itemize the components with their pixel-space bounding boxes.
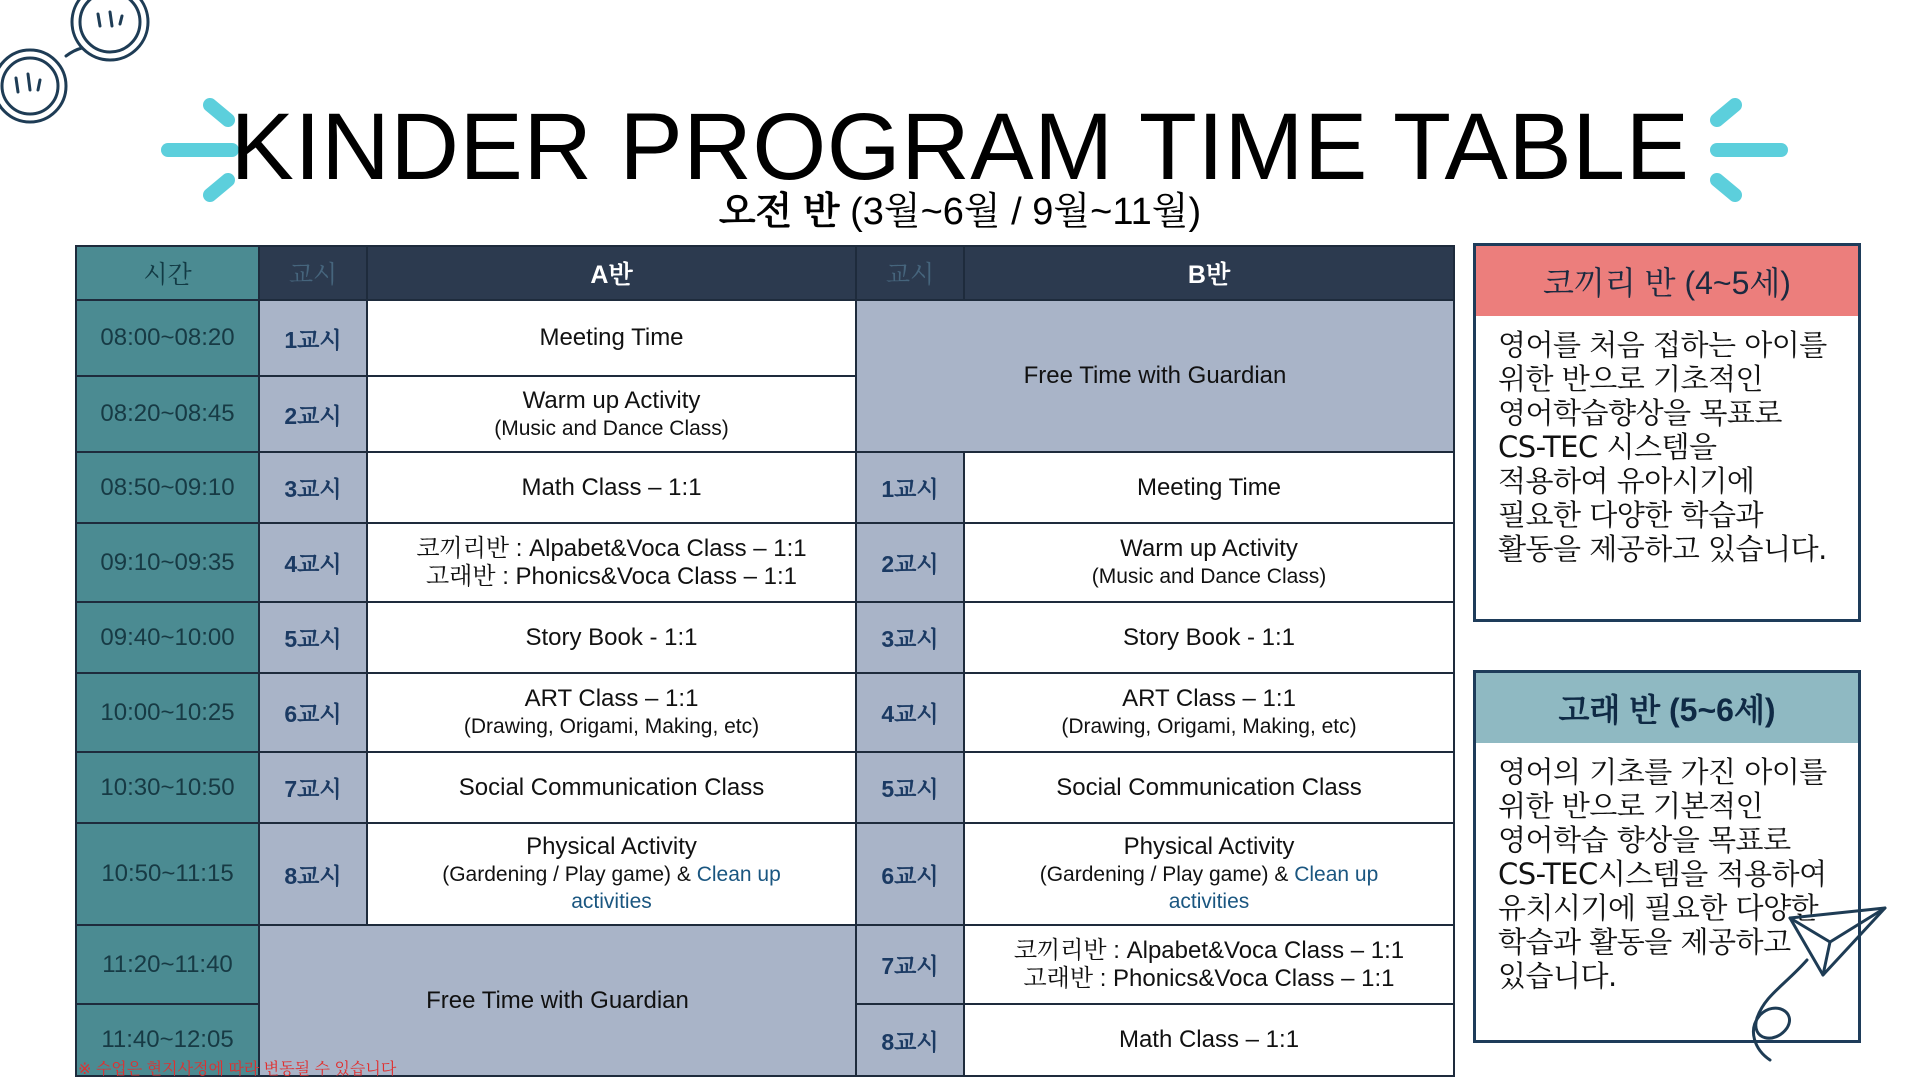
class-cell	[964, 823, 1454, 925]
table-row	[76, 673, 1454, 752]
card-line: 영어의 기초를 가진 아이를	[1498, 755, 1827, 789]
table-row	[76, 523, 1454, 602]
time-cell: 08:20~08:45	[76, 376, 259, 452]
subtitle-period: (3월~6월 / 9월~11월)	[839, 191, 1202, 233]
free-time-a-cell: Free Time with Guardian	[259, 925, 856, 1076]
class-title: ART Class – 1:1	[1122, 685, 1296, 712]
class-cell: Meeting Time	[964, 452, 1454, 523]
table-row	[76, 300, 1454, 376]
time-cell: 09:10~09:35	[76, 523, 259, 602]
period-cell: 7교시	[856, 925, 964, 1004]
period-cell: 8교시	[259, 823, 367, 925]
subtitle-bold: 오전 반	[718, 191, 840, 233]
class-cell: Story Book - 1:1	[964, 602, 1454, 673]
card-line: 영어학습 향상을 목표로	[1498, 823, 1791, 857]
time-cell: 10:50~11:15	[76, 823, 259, 925]
schedule-note: ※ 수업은 현지사정에 따라 변동될 수 있습니다	[78, 1061, 397, 1078]
time-cell: 11:40~12:05	[76, 1004, 259, 1076]
class-subtitle	[971, 861, 1447, 888]
class-cell	[367, 673, 856, 752]
card-line: 영어를 처음 접하는 아이를	[1498, 328, 1827, 362]
page-subtitle	[0, 187, 1920, 237]
card-title-text: 코끼리 반 (4~5세)	[1543, 265, 1791, 301]
card-line: 활동을 제공하고 있습니다.	[1498, 532, 1827, 566]
period-cell: 3교시	[259, 452, 367, 523]
period-cell: 2교시	[856, 523, 964, 602]
class-subtitle: (Drawing, Origami, Making, etc)	[1061, 715, 1357, 738]
period-cell: 6교시	[856, 823, 964, 925]
elephant-class-card	[1473, 243, 1861, 622]
header-class-a: A반	[367, 246, 856, 300]
card-line: 위한 반으로 기본적인	[1498, 789, 1764, 823]
period-cell: 5교시	[259, 602, 367, 673]
time-cell: 08:00~08:20	[76, 300, 259, 376]
period-cell: 5교시	[856, 752, 964, 823]
time-cell: 10:00~10:25	[76, 673, 259, 752]
table-row	[76, 823, 1454, 925]
period-cell: 8교시	[856, 1004, 964, 1076]
card-line: 유치시기에 필요한 다양한	[1498, 891, 1819, 925]
header-time: 시간	[76, 246, 259, 300]
class-subtitle-text: (Gardening / Play game) &	[1039, 863, 1295, 886]
card-title	[1476, 673, 1858, 743]
class-cell	[367, 823, 856, 925]
card-line: 영어학습향상을 목표로	[1498, 396, 1782, 430]
period-cell: 1교시	[259, 300, 367, 376]
time-cell: 08:50~09:10	[76, 452, 259, 523]
class-subtitle: (Music and Dance Class)	[1091, 565, 1327, 588]
class-subtitle: (Music and Dance Class)	[494, 416, 729, 440]
card-body	[1476, 316, 1858, 566]
class-cell	[964, 673, 1454, 752]
period-cell: 4교시	[259, 523, 367, 602]
period-cell: 6교시	[259, 673, 367, 752]
card-line: CS-TEC 시스템을	[1498, 430, 1717, 464]
class-title: ART Class – 1:1	[524, 685, 699, 712]
table-row	[76, 925, 1454, 1004]
clean-up-text: Clean up	[1294, 863, 1379, 886]
period-cell: 2교시	[259, 376, 367, 452]
header-period-b: 교시	[856, 246, 964, 300]
activities-text: activities	[571, 890, 652, 913]
class-line: 코끼리반 : Alpabet&Voca Class – 1:1	[1013, 936, 1405, 964]
card-line: 학습과 활동을 제공하고	[1498, 925, 1791, 959]
class-line: 고래반 : Phonics&Voca Class – 1:1	[425, 562, 798, 590]
period-cell: 4교시	[856, 673, 964, 752]
class-cell: Math Class – 1:1	[367, 452, 856, 523]
period-cell: 3교시	[856, 602, 964, 673]
activities-text: activities	[1168, 890, 1250, 913]
header-period-a: 교시	[259, 246, 367, 300]
class-cell	[367, 376, 856, 452]
time-cell: 09:40~10:00	[76, 602, 259, 673]
period-cell: 7교시	[259, 752, 367, 823]
class-cell	[964, 925, 1454, 1004]
class-title: Warm up Activity	[1120, 535, 1298, 562]
timetable	[75, 245, 1455, 1077]
paper-plane-icon	[1735, 900, 1895, 1070]
class-cell: Social Communication Class	[964, 752, 1454, 823]
class-cell	[964, 523, 1454, 602]
class-title: Physical Activity	[1123, 833, 1295, 860]
class-line: 코끼리반 : Alpabet&Voca Class – 1:1	[416, 534, 807, 562]
time-cell: 11:20~11:40	[76, 925, 259, 1004]
card-line: 위한 반으로 기초적인	[1498, 362, 1764, 396]
card-line: 필요한 다양한 학습과	[1498, 498, 1764, 532]
clean-up-text: Clean up	[696, 863, 781, 886]
class-subtitle	[374, 861, 849, 888]
class-cell: Meeting Time	[367, 300, 856, 376]
class-title: Warm up Activity	[522, 386, 701, 414]
page-title: KINDER PROGRAM TIME TABLE	[230, 94, 1690, 200]
card-title-text: 고래 반 (5~6세)	[1558, 692, 1776, 728]
class-cell: Math Class – 1:1	[964, 1004, 1454, 1076]
card-line: CS-TEC시스템을 적용하여	[1498, 857, 1827, 891]
time-cell: 10:30~10:50	[76, 752, 259, 823]
header-class-b: B반	[964, 246, 1454, 300]
class-cell: Story Book - 1:1	[367, 602, 856, 673]
table-row	[76, 602, 1454, 673]
period-cell: 1교시	[856, 452, 964, 523]
class-title: Physical Activity	[526, 833, 697, 860]
card-line: 적용하여 유아시기에	[1498, 464, 1755, 498]
class-line: 고래반 : Phonics&Voca Class – 1:1	[1023, 964, 1395, 992]
free-time-b-cell: Free Time with Guardian	[856, 300, 1454, 452]
card-line: 있습니다.	[1498, 959, 1617, 993]
class-subtitle: (Drawing, Origami, Making, etc)	[463, 715, 760, 738]
class-subtitle-text: (Gardening / Play game) &	[442, 863, 697, 886]
class-cell: Social Communication Class	[367, 752, 856, 823]
table-row	[76, 752, 1454, 823]
card-title	[1476, 246, 1858, 316]
table-row	[76, 452, 1454, 523]
class-cell	[367, 523, 856, 602]
